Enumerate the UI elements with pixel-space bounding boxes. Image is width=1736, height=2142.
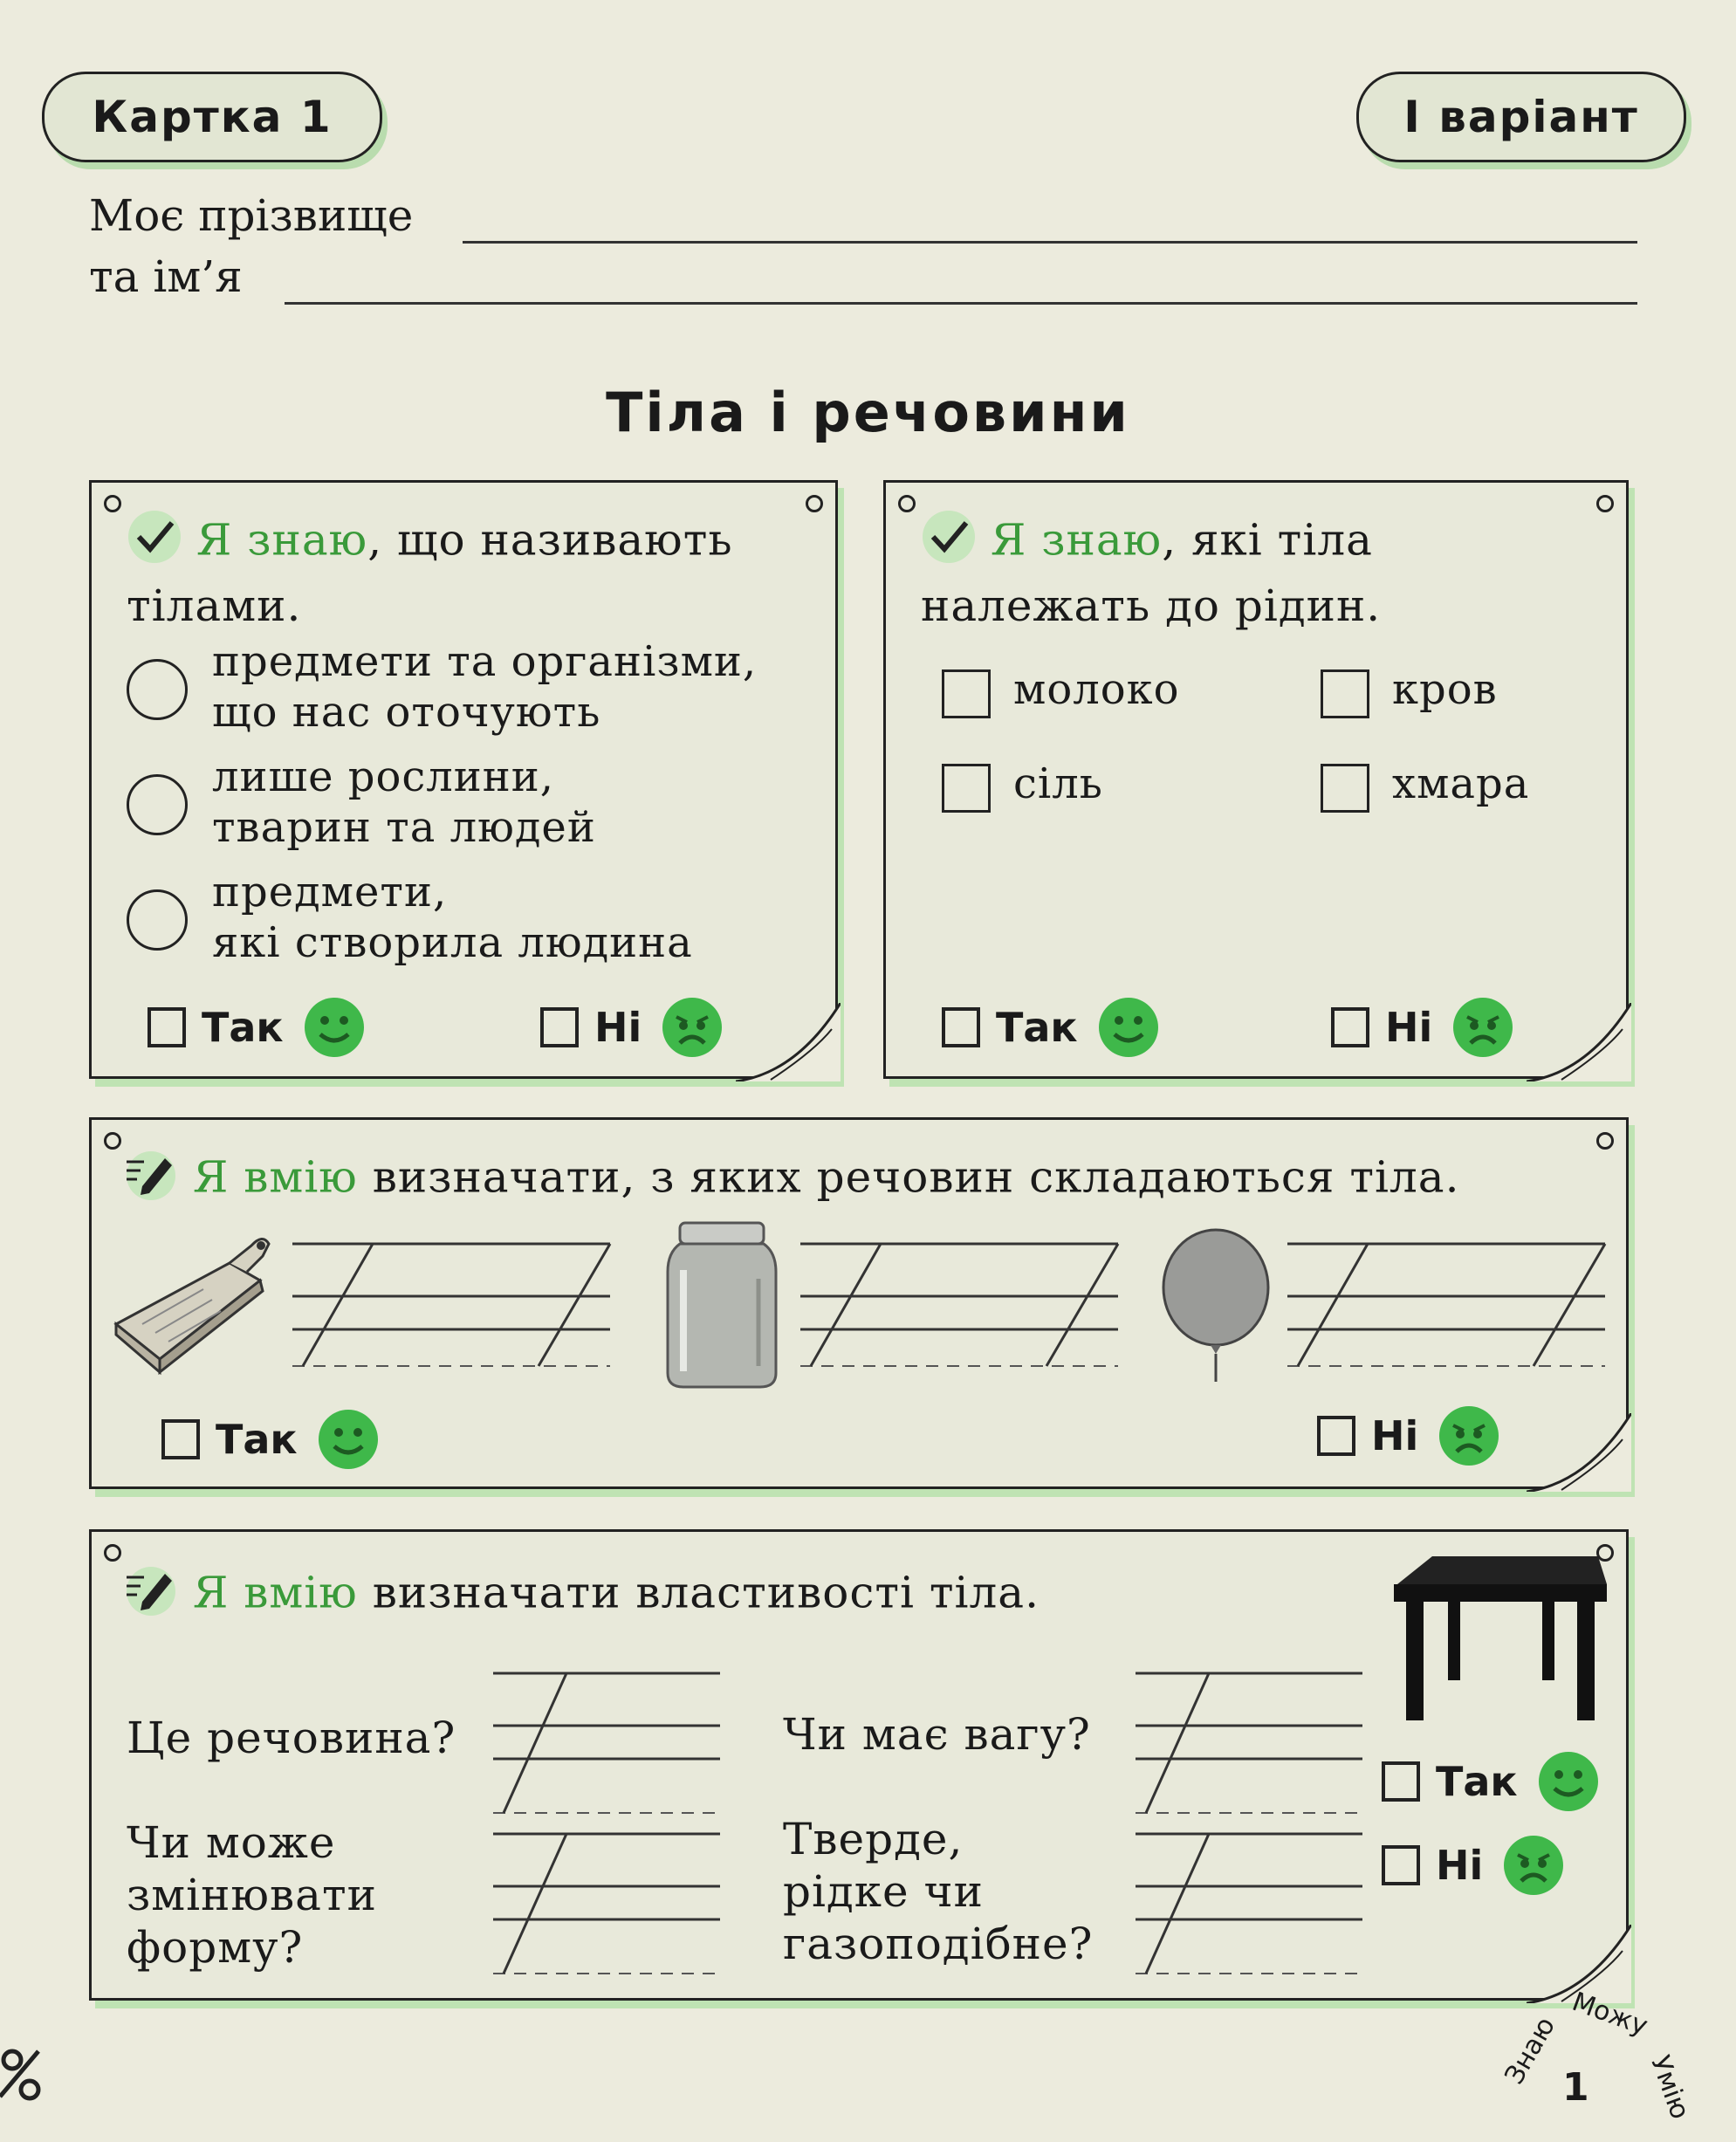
option-blood: кров: [1392, 665, 1498, 714]
scissors-icon: [0, 2034, 52, 2121]
option-3-text: предмети, які створила людина: [212, 868, 693, 967]
happy-face-icon: [1097, 996, 1160, 1059]
option-2-text: лише рослини, тварин та людей: [212, 752, 596, 852]
card-substances: [89, 1117, 1629, 1489]
cutting-board-image: [107, 1228, 282, 1377]
card-number-label: Картка 1: [92, 92, 333, 142]
card-know-liquids: [883, 480, 1629, 1079]
pin-hole: [898, 495, 916, 512]
page-curl: [1527, 1003, 1631, 1081]
answer-lines-q3[interactable]: [486, 1823, 731, 1981]
no-checkbox[interactable]: [540, 1007, 579, 1047]
name-line[interactable]: [285, 302, 1637, 305]
card3-heading: Я вмію визначати, з яких речовин складаються тіла.: [123, 1146, 1607, 1215]
card-properties: [89, 1529, 1629, 2001]
page-number: 1: [1562, 2065, 1589, 2110]
pencil-icon: [123, 1562, 179, 1631]
answer-lines-q4[interactable]: [1129, 1823, 1373, 1981]
name-label: та ім’я: [89, 251, 243, 302]
pencil-icon: [123, 1146, 179, 1215]
checkbox-salt[interactable]: [942, 764, 991, 813]
pin-hole: [104, 1544, 121, 1562]
self-check-no[interactable]: Ні: [1382, 1834, 1565, 1897]
happy-face-icon: [303, 996, 366, 1059]
card2-heading: Я знаю, які тіла належать до рідин.: [921, 509, 1619, 634]
option-1-text: предмети та організми, що нас оточують: [212, 637, 758, 737]
glass-jar-image: [661, 1218, 783, 1392]
self-check-yes[interactable]: Так: [942, 996, 1160, 1059]
slogan-can: Можу: [1568, 1986, 1652, 2042]
checkbox-milk[interactable]: [942, 669, 991, 718]
radio-option-1[interactable]: [127, 659, 188, 720]
checkbox-blood[interactable]: [1321, 669, 1369, 718]
page-curl: [736, 1003, 841, 1081]
question-has-weight: Чи має вагу?: [783, 1709, 1091, 1760]
card-know-bodies: [89, 480, 838, 1079]
sad-face-icon: [661, 996, 724, 1059]
option-cloud: хмара: [1392, 759, 1530, 808]
yes-checkbox[interactable]: [1382, 1761, 1420, 1802]
option-milk: молоко: [1013, 665, 1180, 714]
answer-lines-1[interactable]: [285, 1233, 617, 1373]
question-change-shape: Чи може змінювати форму?: [127, 1817, 377, 1973]
answer-lines-q2[interactable]: [1129, 1663, 1373, 1820]
self-check-no[interactable]: Ні: [540, 996, 724, 1059]
checkbox-cloud[interactable]: [1321, 764, 1369, 813]
pin-hole: [104, 1132, 121, 1150]
card-number-badge: [42, 72, 382, 162]
question-is-substance: Це речовина?: [127, 1713, 456, 1763]
no-checkbox[interactable]: [1331, 1007, 1369, 1047]
sad-face-icon: [1438, 1404, 1500, 1467]
self-check-yes[interactable]: Так: [148, 996, 366, 1059]
yes-checkbox[interactable]: [148, 1007, 186, 1047]
self-check-yes[interactable]: Так: [1382, 1750, 1600, 1813]
self-check-no[interactable]: Ні: [1317, 1404, 1500, 1467]
yes-checkbox[interactable]: [942, 1007, 980, 1047]
happy-face-icon: [317, 1408, 380, 1471]
page-title: Тіла і речовини: [606, 381, 1130, 444]
answer-lines-2[interactable]: [793, 1233, 1125, 1373]
card1-heading: Я знаю, що називають тілами.: [127, 509, 825, 634]
slogan-know: Знаю: [1499, 2012, 1562, 2090]
table-image: [1389, 1549, 1607, 1724]
surname-line[interactable]: [463, 241, 1637, 244]
variant-badge: [1356, 72, 1686, 162]
sad-face-icon: [1502, 1834, 1565, 1897]
no-checkbox[interactable]: [1317, 1416, 1355, 1456]
question-state: Тверде, рідке чи газоподібне?: [783, 1814, 1094, 1969]
answer-lines-q1[interactable]: [486, 1663, 731, 1820]
check-icon: [921, 509, 977, 578]
slogan-able: Умію: [1644, 2051, 1696, 2124]
happy-face-icon: [1537, 1750, 1600, 1813]
radio-option-3[interactable]: [127, 889, 188, 951]
sad-face-icon: [1451, 996, 1514, 1059]
self-check-no[interactable]: Ні: [1331, 996, 1514, 1059]
check-icon: [127, 509, 182, 578]
option-salt: сіль: [1013, 759, 1103, 808]
radio-option-2[interactable]: [127, 774, 188, 835]
card4-heading: Я вмію визначати властивості тіла.: [123, 1562, 1258, 1631]
surname-label: Моє прізвище: [89, 190, 414, 241]
page-curl: [1527, 1413, 1631, 1492]
yes-checkbox[interactable]: [161, 1419, 200, 1459]
answer-lines-3[interactable]: [1280, 1233, 1612, 1373]
no-checkbox[interactable]: [1382, 1845, 1420, 1885]
variant-label: І варіант: [1403, 92, 1639, 142]
pin-hole: [104, 495, 121, 512]
balloon-image: [1155, 1226, 1277, 1383]
self-check-yes[interactable]: Так: [161, 1408, 380, 1471]
